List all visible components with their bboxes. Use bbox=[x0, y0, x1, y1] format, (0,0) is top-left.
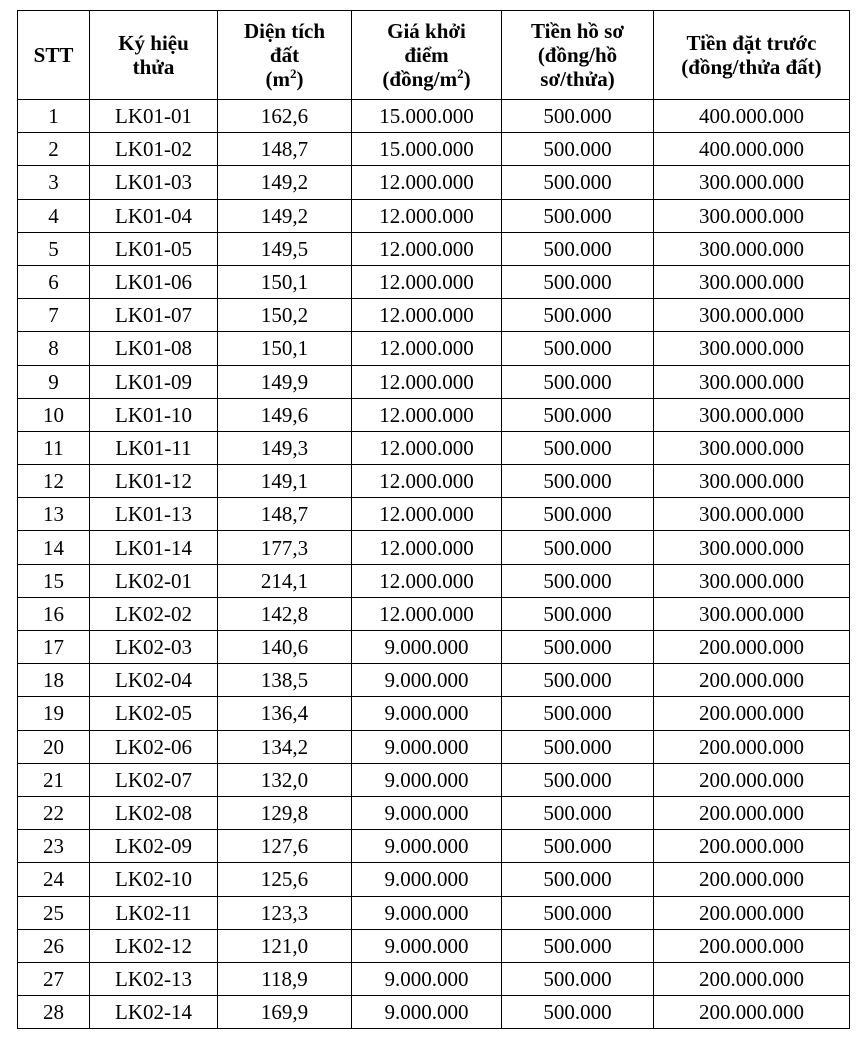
cell-stt: 22 bbox=[18, 796, 90, 829]
cell-tien-dat-truoc: 300.000.000 bbox=[654, 431, 850, 464]
cell-dien-tich: 125,6 bbox=[218, 863, 352, 896]
cell-stt: 18 bbox=[18, 664, 90, 697]
cell-stt: 17 bbox=[18, 631, 90, 664]
cell-gia-khoi-diem: 12.000.000 bbox=[352, 199, 502, 232]
cell-ky-hieu: LK01-01 bbox=[90, 100, 218, 133]
cell-tien-dat-truoc: 300.000.000 bbox=[654, 465, 850, 498]
table-row bbox=[18, 962, 850, 995]
cell-gia-khoi-diem: 12.000.000 bbox=[352, 597, 502, 630]
cell-ky-hieu: LK02-10 bbox=[90, 863, 218, 896]
cell-stt: 28 bbox=[18, 996, 90, 1029]
table-row bbox=[18, 830, 850, 863]
cell-ky-hieu: LK02-04 bbox=[90, 664, 218, 697]
cell-dien-tich: 149,2 bbox=[218, 166, 352, 199]
table-body bbox=[18, 100, 850, 1029]
cell-ky-hieu: LK02-09 bbox=[90, 830, 218, 863]
cell-ky-hieu: LK01-06 bbox=[90, 265, 218, 298]
cell-dien-tich: 169,9 bbox=[218, 996, 352, 1029]
cell-tien-ho-so: 500.000 bbox=[502, 265, 654, 298]
cell-tien-ho-so: 500.000 bbox=[502, 564, 654, 597]
cell-dien-tich: 136,4 bbox=[218, 697, 352, 730]
cell-tien-dat-truoc: 200.000.000 bbox=[654, 962, 850, 995]
cell-stt: 10 bbox=[18, 398, 90, 431]
cell-tien-dat-truoc: 200.000.000 bbox=[654, 896, 850, 929]
cell-tien-dat-truoc: 300.000.000 bbox=[654, 498, 850, 531]
cell-dien-tich: 149,3 bbox=[218, 431, 352, 464]
cell-gia-khoi-diem: 9.000.000 bbox=[352, 929, 502, 962]
cell-tien-dat-truoc: 200.000.000 bbox=[654, 763, 850, 796]
cell-ky-hieu: LK02-07 bbox=[90, 763, 218, 796]
cell-ky-hieu: LK01-02 bbox=[90, 133, 218, 166]
cell-tien-dat-truoc: 200.000.000 bbox=[654, 996, 850, 1029]
cell-gia-khoi-diem: 9.000.000 bbox=[352, 697, 502, 730]
cell-stt: 5 bbox=[18, 232, 90, 265]
table-row bbox=[18, 465, 850, 498]
cell-tien-dat-truoc: 400.000.000 bbox=[654, 133, 850, 166]
cell-gia-khoi-diem: 9.000.000 bbox=[352, 996, 502, 1029]
cell-gia-khoi-diem: 9.000.000 bbox=[352, 863, 502, 896]
table-row bbox=[18, 498, 850, 531]
cell-tien-dat-truoc: 400.000.000 bbox=[654, 100, 850, 133]
cell-gia-khoi-diem: 12.000.000 bbox=[352, 232, 502, 265]
cell-tien-ho-so: 500.000 bbox=[502, 929, 654, 962]
cell-ky-hieu: LK01-04 bbox=[90, 199, 218, 232]
cell-ky-hieu: LK02-08 bbox=[90, 796, 218, 829]
cell-tien-ho-so: 500.000 bbox=[502, 697, 654, 730]
cell-stt: 4 bbox=[18, 199, 90, 232]
table-row bbox=[18, 996, 850, 1029]
cell-gia-khoi-diem: 12.000.000 bbox=[352, 332, 502, 365]
cell-tien-ho-so: 500.000 bbox=[502, 100, 654, 133]
table-row bbox=[18, 730, 850, 763]
cell-stt: 14 bbox=[18, 531, 90, 564]
cell-gia-khoi-diem: 12.000.000 bbox=[352, 498, 502, 531]
header-tien-dat-truoc: Tiền đặt trước (đồng/thửa đất) bbox=[654, 11, 850, 100]
cell-tien-ho-so: 500.000 bbox=[502, 631, 654, 664]
cell-ky-hieu: LK01-07 bbox=[90, 299, 218, 332]
cell-stt: 20 bbox=[18, 730, 90, 763]
cell-ky-hieu: LK01-05 bbox=[90, 232, 218, 265]
cell-stt: 21 bbox=[18, 763, 90, 796]
cell-ky-hieu: LK02-01 bbox=[90, 564, 218, 597]
cell-dien-tich: 148,7 bbox=[218, 133, 352, 166]
cell-tien-dat-truoc: 300.000.000 bbox=[654, 299, 850, 332]
cell-tien-dat-truoc: 300.000.000 bbox=[654, 166, 850, 199]
cell-tien-ho-so: 500.000 bbox=[502, 863, 654, 896]
cell-ky-hieu: LK02-05 bbox=[90, 697, 218, 730]
cell-stt: 6 bbox=[18, 265, 90, 298]
cell-tien-ho-so: 500.000 bbox=[502, 531, 654, 564]
cell-tien-dat-truoc: 200.000.000 bbox=[654, 730, 850, 763]
cell-tien-dat-truoc: 300.000.000 bbox=[654, 365, 850, 398]
table-row bbox=[18, 929, 850, 962]
cell-tien-dat-truoc: 300.000.000 bbox=[654, 199, 850, 232]
cell-stt: 11 bbox=[18, 431, 90, 464]
cell-tien-ho-so: 500.000 bbox=[502, 962, 654, 995]
table-row bbox=[18, 265, 850, 298]
cell-tien-dat-truoc: 300.000.000 bbox=[654, 531, 850, 564]
cell-tien-ho-so: 500.000 bbox=[502, 199, 654, 232]
cell-tien-dat-truoc: 300.000.000 bbox=[654, 597, 850, 630]
cell-gia-khoi-diem: 9.000.000 bbox=[352, 763, 502, 796]
cell-gia-khoi-diem: 12.000.000 bbox=[352, 564, 502, 597]
cell-gia-khoi-diem: 15.000.000 bbox=[352, 100, 502, 133]
cell-ky-hieu: LK02-14 bbox=[90, 996, 218, 1029]
cell-gia-khoi-diem: 9.000.000 bbox=[352, 896, 502, 929]
cell-stt: 16 bbox=[18, 597, 90, 630]
cell-dien-tich: 150,2 bbox=[218, 299, 352, 332]
cell-dien-tich: 214,1 bbox=[218, 564, 352, 597]
cell-tien-ho-so: 500.000 bbox=[502, 664, 654, 697]
cell-tien-dat-truoc: 300.000.000 bbox=[654, 265, 850, 298]
cell-ky-hieu: LK02-03 bbox=[90, 631, 218, 664]
cell-tien-ho-so: 500.000 bbox=[502, 597, 654, 630]
cell-ky-hieu: LK01-13 bbox=[90, 498, 218, 531]
cell-stt: 8 bbox=[18, 332, 90, 365]
table-row bbox=[18, 232, 850, 265]
cell-tien-ho-so: 500.000 bbox=[502, 896, 654, 929]
cell-tien-ho-so: 500.000 bbox=[502, 232, 654, 265]
cell-ky-hieu: LK01-08 bbox=[90, 332, 218, 365]
cell-tien-ho-so: 500.000 bbox=[502, 166, 654, 199]
cell-stt: 7 bbox=[18, 299, 90, 332]
table-row bbox=[18, 398, 850, 431]
table-row bbox=[18, 531, 850, 564]
table-row bbox=[18, 299, 850, 332]
cell-gia-khoi-diem: 12.000.000 bbox=[352, 299, 502, 332]
table-row bbox=[18, 431, 850, 464]
cell-tien-dat-truoc: 200.000.000 bbox=[654, 929, 850, 962]
cell-stt: 9 bbox=[18, 365, 90, 398]
cell-ky-hieu: LK02-13 bbox=[90, 962, 218, 995]
table-row bbox=[18, 763, 850, 796]
header-gia-khoi-diem: Giá khởi điểm $(đồng/m^2)$ bbox=[352, 11, 502, 100]
table-row bbox=[18, 100, 850, 133]
header-dien-tich: Diện tích đất $(m^2)$ bbox=[218, 11, 352, 100]
cell-dien-tich: 123,3 bbox=[218, 896, 352, 929]
cell-tien-dat-truoc: 200.000.000 bbox=[654, 664, 850, 697]
cell-ky-hieu: LK02-06 bbox=[90, 730, 218, 763]
cell-tien-ho-so: 500.000 bbox=[502, 299, 654, 332]
cell-gia-khoi-diem: 9.000.000 bbox=[352, 730, 502, 763]
cell-stt: 26 bbox=[18, 929, 90, 962]
cell-tien-dat-truoc: 300.000.000 bbox=[654, 332, 850, 365]
cell-tien-dat-truoc: 200.000.000 bbox=[654, 697, 850, 730]
cell-dien-tich: 132,0 bbox=[218, 763, 352, 796]
cell-dien-tich: 129,8 bbox=[218, 796, 352, 829]
table-row bbox=[18, 664, 850, 697]
cell-stt: 25 bbox=[18, 896, 90, 929]
table-row bbox=[18, 863, 850, 896]
cell-gia-khoi-diem: 9.000.000 bbox=[352, 830, 502, 863]
cell-ky-hieu: LK01-10 bbox=[90, 398, 218, 431]
cell-gia-khoi-diem: 12.000.000 bbox=[352, 531, 502, 564]
cell-dien-tich: 148,7 bbox=[218, 498, 352, 531]
cell-tien-dat-truoc: 200.000.000 bbox=[654, 631, 850, 664]
cell-stt: 24 bbox=[18, 863, 90, 896]
cell-dien-tich: 127,6 bbox=[218, 830, 352, 863]
cell-ky-hieu: LK01-12 bbox=[90, 465, 218, 498]
header-row bbox=[18, 11, 850, 100]
cell-dien-tich: 142,8 bbox=[218, 597, 352, 630]
cell-ky-hieu: LK02-11 bbox=[90, 896, 218, 929]
cell-dien-tich: 149,1 bbox=[218, 465, 352, 498]
cell-tien-dat-truoc: 200.000.000 bbox=[654, 796, 850, 829]
cell-stt: 23 bbox=[18, 830, 90, 863]
table-row bbox=[18, 166, 850, 199]
cell-tien-ho-so: 500.000 bbox=[502, 332, 654, 365]
cell-stt: 15 bbox=[18, 564, 90, 597]
cell-dien-tich: 149,2 bbox=[218, 199, 352, 232]
cell-tien-ho-so: 500.000 bbox=[502, 996, 654, 1029]
cell-dien-tich: 149,6 bbox=[218, 398, 352, 431]
table-row bbox=[18, 365, 850, 398]
cell-tien-dat-truoc: 200.000.000 bbox=[654, 863, 850, 896]
cell-gia-khoi-diem: 12.000.000 bbox=[352, 265, 502, 298]
cell-stt: 3 bbox=[18, 166, 90, 199]
cell-tien-dat-truoc: 300.000.000 bbox=[654, 232, 850, 265]
cell-gia-khoi-diem: 12.000.000 bbox=[352, 431, 502, 464]
cell-dien-tich: 121,0 bbox=[218, 929, 352, 962]
table-row bbox=[18, 697, 850, 730]
table-row bbox=[18, 564, 850, 597]
table-row bbox=[18, 796, 850, 829]
cell-tien-ho-so: 500.000 bbox=[502, 830, 654, 863]
cell-tien-dat-truoc: 300.000.000 bbox=[654, 564, 850, 597]
cell-gia-khoi-diem: 12.000.000 bbox=[352, 365, 502, 398]
cell-stt: 2 bbox=[18, 133, 90, 166]
cell-ky-hieu: LK02-12 bbox=[90, 929, 218, 962]
cell-gia-khoi-diem: 9.000.000 bbox=[352, 664, 502, 697]
cell-tien-dat-truoc: 200.000.000 bbox=[654, 830, 850, 863]
table-row bbox=[18, 199, 850, 232]
cell-gia-khoi-diem: 9.000.000 bbox=[352, 962, 502, 995]
cell-dien-tich: 149,5 bbox=[218, 232, 352, 265]
cell-dien-tich: 134,2 bbox=[218, 730, 352, 763]
cell-dien-tich: 140,6 bbox=[218, 631, 352, 664]
cell-tien-ho-so: 500.000 bbox=[502, 796, 654, 829]
cell-dien-tich: 162,6 bbox=[218, 100, 352, 133]
cell-dien-tich: 118,9 bbox=[218, 962, 352, 995]
header-ky-hieu: Ký hiệu thửa bbox=[90, 11, 218, 100]
cell-tien-ho-so: 500.000 bbox=[502, 763, 654, 796]
table-row bbox=[18, 133, 850, 166]
cell-tien-ho-so: 500.000 bbox=[502, 498, 654, 531]
table-row bbox=[18, 332, 850, 365]
header-tien-ho-so: Tiền hồ sơ (đồng/hồ sơ/thửa) bbox=[502, 11, 654, 100]
cell-ky-hieu: LK02-02 bbox=[90, 597, 218, 630]
table-row bbox=[18, 597, 850, 630]
cell-stt: 27 bbox=[18, 962, 90, 995]
cell-tien-ho-so: 500.000 bbox=[502, 365, 654, 398]
land-plot-table bbox=[17, 10, 850, 1029]
cell-ky-hieu: LK01-14 bbox=[90, 531, 218, 564]
cell-stt: 1 bbox=[18, 100, 90, 133]
cell-tien-ho-so: 500.000 bbox=[502, 431, 654, 464]
cell-gia-khoi-diem: 12.000.000 bbox=[352, 398, 502, 431]
cell-dien-tich: 150,1 bbox=[218, 332, 352, 365]
cell-gia-khoi-diem: 15.000.000 bbox=[352, 133, 502, 166]
cell-ky-hieu: LK01-11 bbox=[90, 431, 218, 464]
table-row bbox=[18, 896, 850, 929]
cell-stt: 13 bbox=[18, 498, 90, 531]
cell-tien-ho-so: 500.000 bbox=[502, 730, 654, 763]
cell-ky-hieu: LK01-09 bbox=[90, 365, 218, 398]
cell-tien-ho-so: 500.000 bbox=[502, 398, 654, 431]
cell-gia-khoi-diem: 9.000.000 bbox=[352, 796, 502, 829]
header-stt: STT bbox=[18, 11, 90, 100]
cell-dien-tich: 150,1 bbox=[218, 265, 352, 298]
cell-dien-tich: 177,3 bbox=[218, 531, 352, 564]
cell-gia-khoi-diem: 12.000.000 bbox=[352, 465, 502, 498]
cell-dien-tich: 138,5 bbox=[218, 664, 352, 697]
cell-gia-khoi-diem: 12.000.000 bbox=[352, 166, 502, 199]
cell-tien-dat-truoc: 300.000.000 bbox=[654, 398, 850, 431]
cell-stt: 19 bbox=[18, 697, 90, 730]
cell-ky-hieu: LK01-03 bbox=[90, 166, 218, 199]
cell-tien-ho-so: 500.000 bbox=[502, 133, 654, 166]
cell-gia-khoi-diem: 9.000.000 bbox=[352, 631, 502, 664]
cell-tien-ho-so: 500.000 bbox=[502, 465, 654, 498]
cell-dien-tich: 149,9 bbox=[218, 365, 352, 398]
cell-stt: 12 bbox=[18, 465, 90, 498]
table-row bbox=[18, 631, 850, 664]
